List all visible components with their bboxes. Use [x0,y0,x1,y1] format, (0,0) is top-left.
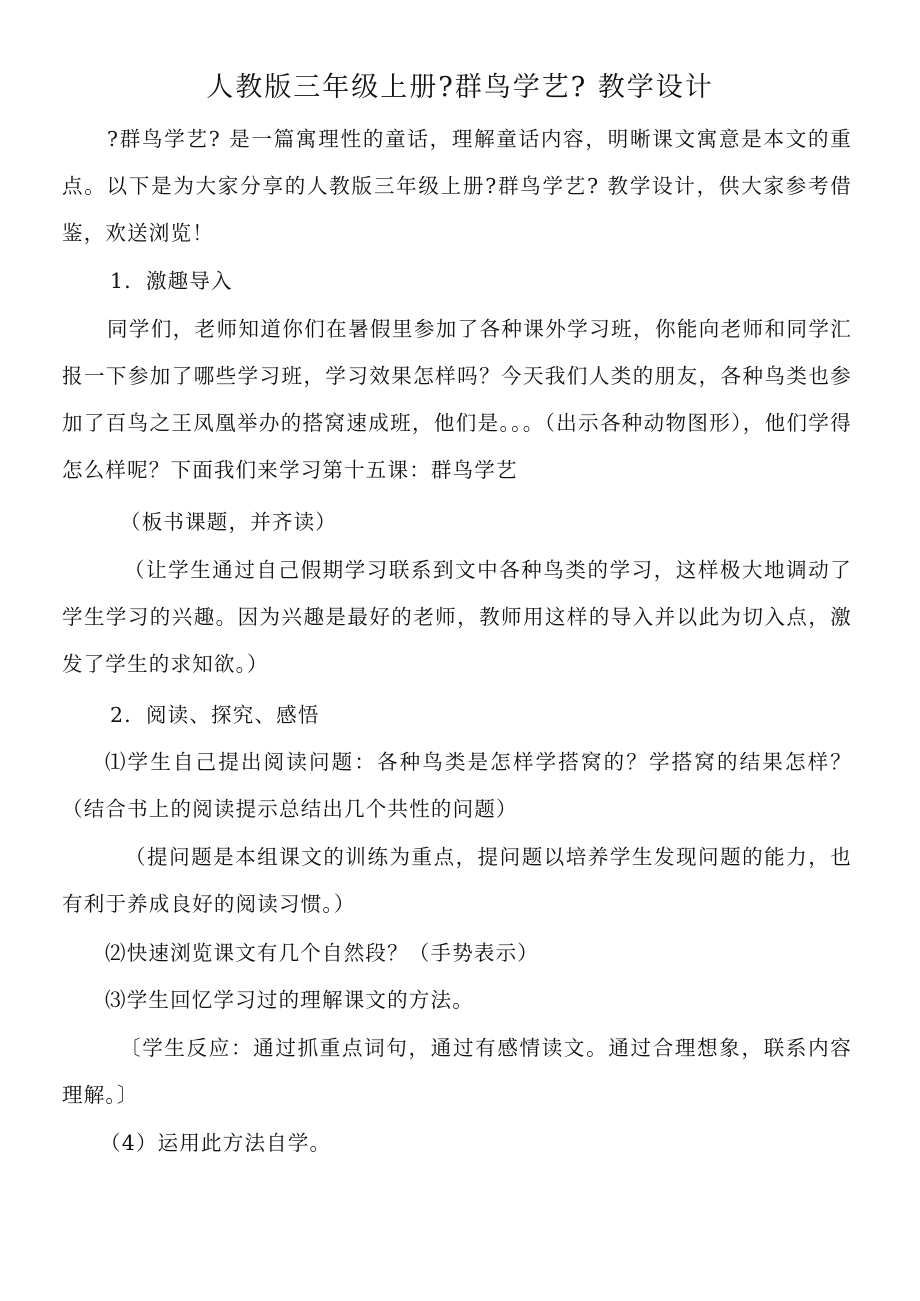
item-3-line: ⑶学生回忆学习过的理解课文的方法。 [105,988,474,1012]
section-1-note-paragraph: （让学生通过自己假期学习联系到文中各种鸟类的学习，这样极大地调动了学生学习的兴趣。因为兴趣是最好的老师，教师用这样的导入并以此为切入点，激发了学生的求知欲。） [62,558,852,676]
section-1-heading: 1．激趣导入 [110,269,233,293]
document-title: 人教版三年级上册?群鸟学艺? 教学设计 [206,72,714,103]
section-1-paragraph: 同学们，老师知道你们在暑假里参加了各种课外学习班，你能向老师和同学汇报一下参加了哪些学习班，学习效果怎样吗？今天我们人类的朋友，各种鸟类也参加了百鸟之王凤凰举办的搭窝速成班，他们是。。。（出示各种动物图形），他们学得怎么样呢？下面我们来学习第十五课：群鸟学艺 [62,317,852,482]
item-4-line: （4）运用此方法自学。 [100,1131,332,1155]
item-1-note-paragraph: （提问题是本组课文的训练为重点，提问题以培养学生发现问题的能力，也有利于养成良好的阅读习惯。） [62,845,852,916]
intro-paragraph: ?群鸟学艺? 是一篇寓理性的童话，理解童话内容，明晰课文寓意是本文的重点。以下是为大家分享的人教版三年级上册?群鸟学艺? 教学设计，供大家参考借鉴，欢送浏览！ [62,127,852,245]
item-3-note-paragraph: 〔学生反应：通过抓重点词句，通过有感情读文。通过合理想象，联系内容理解。〕 [62,1036,852,1107]
section-1-note-title: （板书课题，并齐读） [120,510,337,534]
item-1-paragraph: ⑴学生自己提出阅读问题：各种鸟类是怎样学搭窝的？学搭窝的结果怎样？（结合书上的阅读提示总结出几个共性的问题） [62,750,852,821]
section-2-heading: 2．阅读、探究、感悟 [110,703,320,727]
item-2-line: ⑵快速浏览课文有几个自然段？（手势表示） [105,941,539,965]
